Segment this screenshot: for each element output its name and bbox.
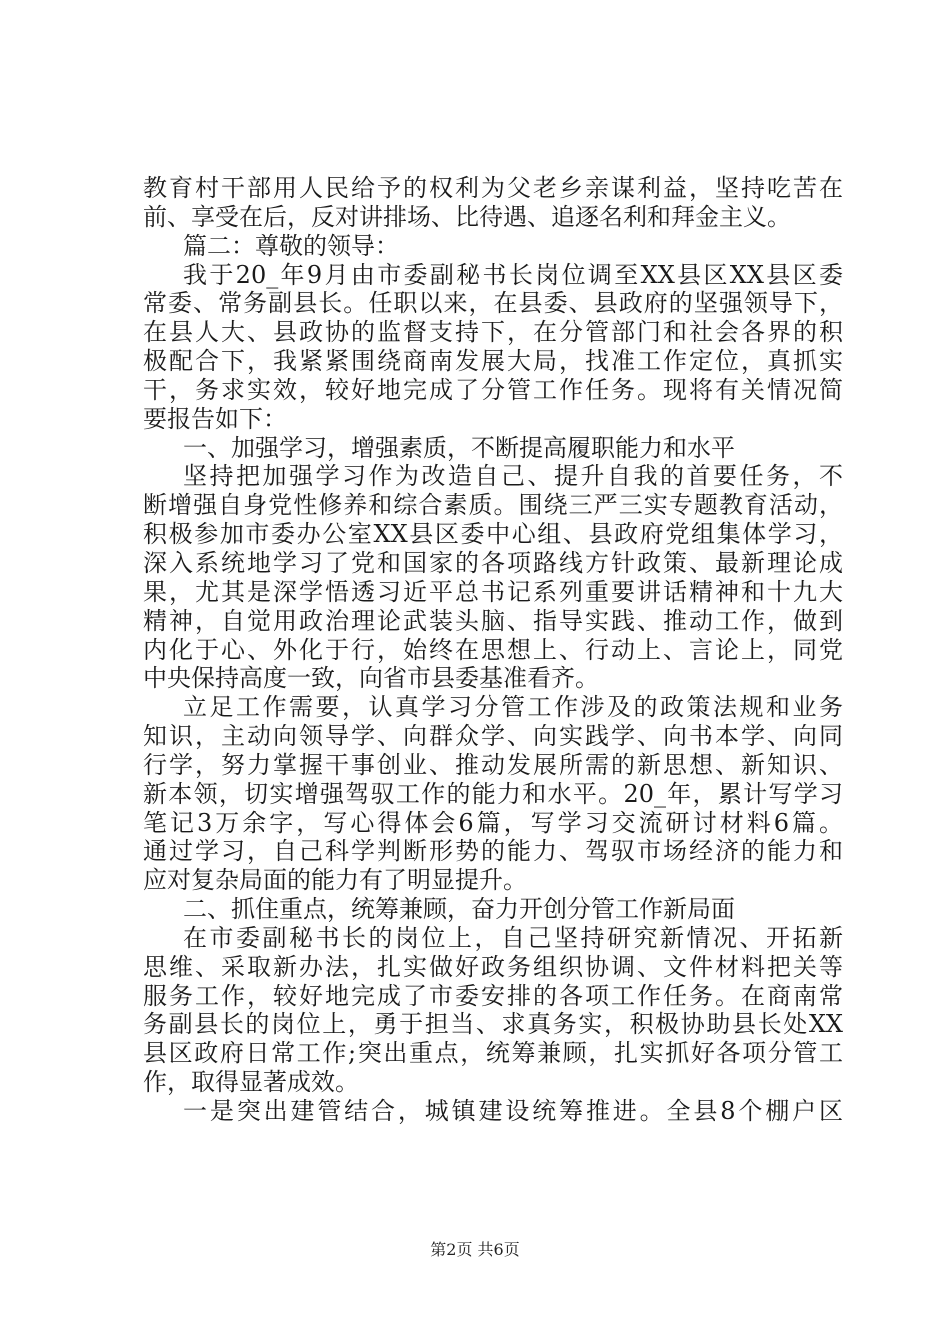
- text-line: 通过学习，自己科学判断形势的能力、驾驭市场经济的能力和: [143, 837, 843, 866]
- text-line: 精神，自觉用政治理论武装头脑、指导实践、推动工作，做到: [143, 606, 843, 635]
- text-line: 断增强自身党性修养和综合素质。围绕三严三实专题教育活动，: [143, 491, 843, 520]
- text-line: 作，取得显著成效。: [143, 1068, 359, 1097]
- text-line: 中央保持高度一致，向省市县委基准看齐。: [143, 664, 599, 693]
- text-line: 在县人大、县政协的监督支持下，在分管部门和社会各界的积: [143, 318, 843, 347]
- text-line: 我于20_年9月由市委副秘书长岗位调至XX县区XX县区委: [183, 260, 843, 289]
- document-body: [143, 174, 843, 1126]
- text-line: 篇二：尊敬的领导：: [183, 231, 399, 260]
- text-line: 在市委副秘书长的岗位上，自己坚持研究新情况、开拓新: [183, 923, 843, 952]
- text-line: 行学，努力掌握干事创业、推动发展所需的新思想、新知识、: [143, 750, 843, 779]
- text-line: 服务工作，较好地完成了市委安排的各项工作任务。在商南常: [143, 981, 843, 1010]
- text-line: 前、享受在后，反对讲排场、比待遇、追逐名利和拜金主义。: [143, 202, 791, 231]
- text-line: 县区政府日常工作;突出重点，统筹兼顾，扎实抓好各项分管工: [143, 1039, 843, 1068]
- text-line: 干，务求实效，较好地完成了分管工作任务。现将有关情况简: [143, 375, 843, 404]
- text-line: 积极参加市委办公室XX县区委中心组、县政府党组集体学习，: [143, 520, 843, 549]
- text-line: 知识，主动向领导学、向群众学、向实践学、向书本学、向同: [143, 722, 843, 751]
- text-line: 立足工作需要，认真学习分管工作涉及的政策法规和业务: [183, 693, 843, 722]
- text-line: 务副县长的岗位上，勇于担当、求真务实，积极协助县长处XX: [143, 1010, 843, 1039]
- text-line: 极配合下，我紧紧围绕商南发展大局，找准工作定位，真抓实: [143, 347, 843, 376]
- text-line: 一是突出建管结合，城镇建设统筹推进。全县8个棚户区: [183, 1097, 843, 1125]
- text-line: 常委、常务副县长。任职以来，在县委、县政府的坚强领导下，: [143, 289, 843, 318]
- text-line: 坚持把加强学习作为改造自己、提升自我的首要任务，不: [183, 462, 843, 491]
- text-line: 深入系统地学习了党和国家的各项路线方针政策、最新理论成: [143, 548, 843, 577]
- text-line: 内化于心、外化于行，始终在思想上、行动上、言论上，同党: [143, 635, 843, 664]
- text-line: 要报告如下：: [143, 404, 287, 433]
- text-line: 笔记3万余字，写心得体会6篇，写学习交流研讨材料6篇。: [143, 808, 843, 837]
- text-line: 应对复杂局面的能力有了明显提升。: [143, 866, 527, 895]
- page-footer: 第2页 共6页: [430, 1240, 520, 1259]
- text-line: 教育村干部用人民给予的权利为父老乡亲谋利益，坚持吃苦在: [143, 174, 843, 202]
- text-line: 二、抓住重点，统筹兼顾，奋力开创分管工作新局面: [183, 895, 735, 924]
- text-line: 思维、采取新办法，扎实做好政务组织协调、文件材料把关等: [143, 952, 843, 981]
- text-line: 果，尤其是深学悟透习近平总书记系列重要讲话精神和十九大: [143, 577, 843, 606]
- text-line: 新本领，切实增强驾驭工作的能力和水平。20_年，累计写学习: [143, 779, 843, 808]
- text-line: 一、加强学习，增强素质，不断提高履职能力和水平: [183, 433, 735, 462]
